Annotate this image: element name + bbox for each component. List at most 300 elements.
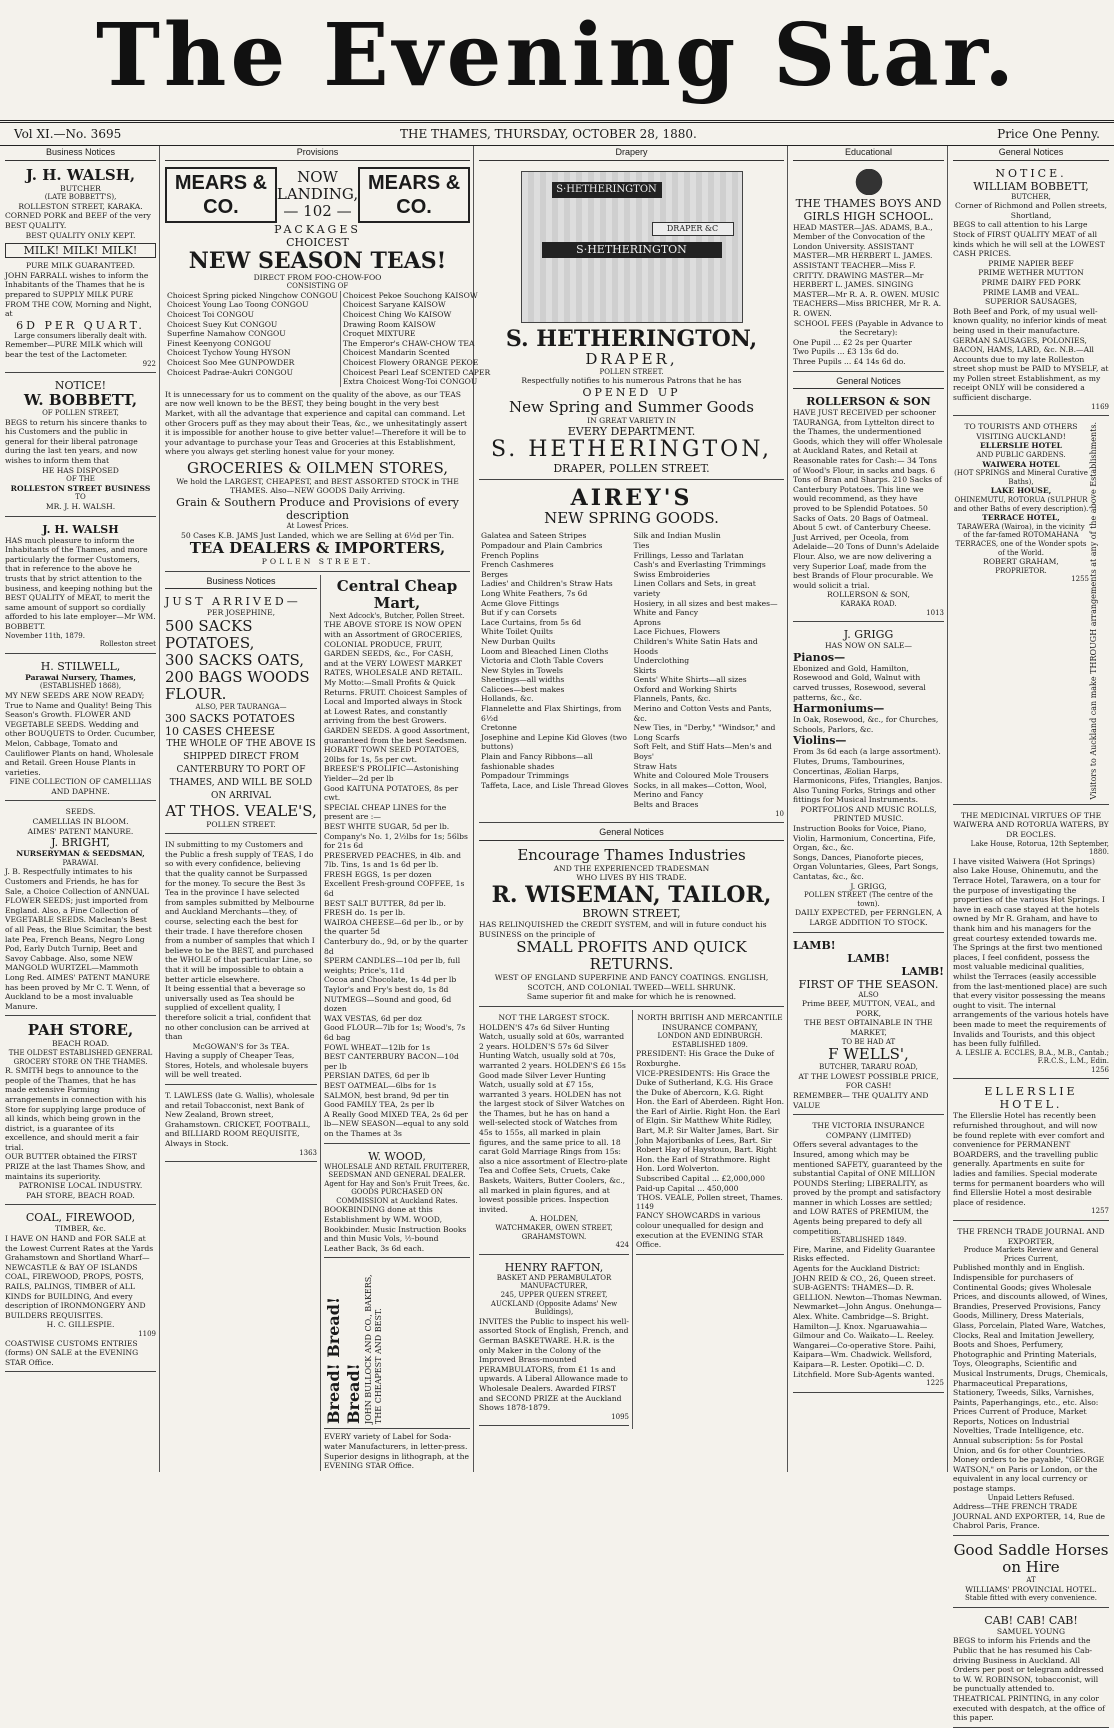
airey-goods-item: New Styles in Towels — [481, 665, 563, 675]
ad-item: 300 SACKS OATS, — [165, 651, 305, 670]
ad-ellerslie-hotel — [953, 1082, 1109, 1221]
airey-goods-item: White and Coloured Mole Trousers — [633, 771, 769, 781]
ad-title: J. H. WALSH — [42, 522, 119, 536]
section-header: General Notices — [793, 375, 944, 390]
ad-number: 1149 — [636, 1202, 654, 1211]
ad-text: BASKET AND PERAMBULATOR MANUFACTURER, — [496, 1273, 612, 1291]
ad-text: PARAWAI. — [62, 858, 99, 867]
airey-goods-item: Pompadour Trimmings — [481, 771, 569, 781]
tea-item: Choicest Suey Kut CONGOU — [167, 319, 278, 329]
ad-heading: TEA DEALERS & IMPORTERS, — [189, 539, 446, 558]
mart-price-item: SPERM CANDLES—10d per lb, full weights; Price's, 11d — [324, 956, 461, 975]
ad-text: BEST QUALITY ONLY KEPT. — [25, 230, 136, 240]
ad-title: J. H. WALSH, — [25, 165, 136, 184]
airey-goods-item: Sheetings—all widths — [481, 675, 565, 685]
mart-price-item: PRESERVED PEACHES, in 4lb. and 7lb. Tins, 1s and 1s 6d per lb. — [324, 850, 461, 870]
ad-text: BEGS to call attention to his Large Stock of FIRST QUALITY MEAT of all kinds which he will sell at the LOWEST CASH PRICES. — [953, 220, 1105, 259]
ad-text: CHOICEST — [286, 235, 349, 249]
ad-text: OUR BUTTER obtained the FIRST PRIZE at the last Thames Show, and maintains its superiority. — [5, 1152, 146, 1181]
tea-item: Choicest Toi CONGOU — [167, 309, 255, 319]
ad-heading: Harmoniums— — [793, 702, 885, 716]
ad-text: Money orders to be payable, "GEORGE WATSON," on Paris or London, or the equivalent in any local currency or postage stamps. — [953, 1455, 1105, 1494]
airey-goods-item: Socks, in all makes—Cotton, Wool, Merino and Fancy — [633, 780, 767, 800]
ad-text: HEAD MASTER—JAS. ADAMS, B.A., Member of the Convocation of the London University. ASSISTANT MASTER—MR HERBERT L. JAMES. ASSISTANT TEACHER—Miss F. CRITTY. DRAWING MASTER—Mr HERBERT L. JAMES. SINGING MASTER—Mr R. A. R. OWEN. MUSIC TEACHERS—Miss BRICHER, Mr R. A. R. OWEN. — [793, 222, 942, 318]
ad-heading: NOT THE LARGEST STOCK. — [498, 1012, 610, 1022]
ad-text: Parawai Nursery, Thames, — [25, 672, 136, 682]
ad-text: REMEMBER— THE QUALITY AND VALUE — [793, 1090, 929, 1110]
mart-price-item: FOWL WHEAT—12lb for 1s — [324, 1042, 430, 1052]
mart-price-item: BEST SALT BUTTER, 8d per lb. — [324, 898, 446, 908]
mears-logo-right: MEARS & CO. — [358, 167, 470, 223]
section-header: General Notices — [953, 146, 1109, 161]
ad-text: THOS. VEALE, Pollen street, Thames. — [637, 1193, 783, 1203]
ad-text: BROWN STREET, — [582, 906, 681, 920]
ad-text: Offers several advantages to the Insured, among which may be mentioned SAFETY, guaranteed by the substantial Capital of ONE MILLION POUNDS Sterling; LIBERALITY, as proved by the prompt and satisfactory manner in which Losses are settled; and LOW RATES of PREMIUM, the Agents being prepared to defy all competition. — [793, 1140, 943, 1236]
airey-list-right — [632, 531, 785, 809]
ad-text: JOHN BULLOCK AND CO., BAKERS, THE CHEAPEST AND BEST. — [364, 1274, 383, 1425]
ad-text: Lake House, Rotorua, 12th September, 1880. — [970, 839, 1109, 857]
airey-goods-item: Acme Glove Fittings — [481, 598, 559, 608]
ad-heading: TO TOURISTS AND OTHERS VISITING AUCKLAND! — [964, 422, 1078, 441]
airey-goods-item: But if y can Corsets — [481, 608, 557, 618]
ad-text: ROLLESTON STREET, KARAKA. — [18, 201, 143, 211]
ad-text: BUTCHER — [60, 183, 101, 193]
mart-price-item: FRESH do. 1s per lb. — [324, 908, 406, 918]
airey-goods-item: Soft Felt, and Stiff Hats—Men's and Boys' — [633, 742, 772, 762]
ad-text: THE BEST OBTAINABLE IN THE MARKET, — [804, 1018, 933, 1037]
ad-text: Songs, Dances, Pianoforte pieces, Organ Voluntaries, Glees, Part Songs, Cantatas, &c., &c. — [793, 852, 939, 882]
ad-title: W. WOOD, — [368, 1149, 426, 1163]
ad-text: THE OLDEST ESTABLISHED GENERAL GROCERY STORE ON THE THAMES. — [8, 1048, 153, 1066]
publication-date: THE THAMES, THURSDAY, OCTOBER 28, 1880. — [400, 127, 697, 141]
ad-text: BEACH ROAD. — [51, 1039, 110, 1049]
mears-logo-left: MEARS & CO. — [165, 167, 277, 223]
section-header: Educational — [793, 146, 944, 161]
ad-text: HOLDEN'S 47s 6d Silver Hunting Watch, usually sold at 60s, warranted 2 years. HOLDEN'S 57s 6d Silver Hunting Watch, usually sold at 70s, warranted 2 years. HOLDEN'S £6 15s Good made Silver Lever Hunting Watch, usually sold at £7 15s, warranted 3 years. HOLDEN has not the largest stock of Silver Watches on the Thames, but he has on hand a well-selected stock of Watches from 45s to 155s, all marked in plain figures, and the same price to all. 18 carat Gold Marriage Rings from 15s: also a nice assortment of Electro-plate Tea and Coffee Sets, Cruets, Cake Baskets, Waiters, Butter Coolers, &c., all marked in plain figures, and at lowest possible prices. Inspection invited. — [479, 1022, 628, 1214]
ad-wood — [324, 1147, 470, 1259]
ad-text: LONDON AND EDINBURGH. — [657, 1032, 763, 1041]
ad-item: PRIME LAMB and VEAL. — [982, 287, 1080, 297]
ad-text: HAS much pleasure to inform the Inhabitants of the Thames, and more particularly the former Customers, that in reference to the above he trusts that by strict attention to the business, and keeping nothing but the BEST QUALITY of MEAT, to merit the same amount of support so cordially afforded to his late employer—Mr WM. BOBBETT. — [5, 535, 156, 631]
ad-text: November 11th, 1879. — [5, 631, 85, 640]
ad-text: POLLEN STREET. — [599, 367, 664, 376]
tea-item: Choicest Tychow Young HYSON — [167, 348, 291, 358]
ad-text: HAVE JUST RECEIVED per schooner TAURANGA, from Lyttelton direct to the Thames, the undermentioned Goods, which they will offer Wholesale at Auckland Rates, and Retail at Reasonable rates for Cash:— 34 Tons of Wood's Flour, in sacks and bags. 6 Tons of Bran and Sharps. 210 Sacks of Canterbury Potatoes. This line we would recommend, as they have proved to be Splendid Potatoes. 50 Sacks of Oats. 20 Bags of Oatmeal. About 5 cwt. of Canterbury Cheese. Just Arrived, per Oceola, from Adelaide—20 Tons of Dunn's Adelaide Flour. Also, we are now delivering a very Superior Loaf, made from the best Brands of Flour procurable. We would solicit a trial. — [793, 408, 943, 590]
mart-price-item: Good FLOUR—7lb for 1s; Wood's, 7s 6d bag — [324, 1023, 466, 1042]
ad-rafton — [479, 1258, 629, 1427]
airey-goods-item: Oxford and Working Shirts — [633, 684, 737, 694]
ad-text: TO — [75, 493, 86, 502]
mart-price-item: Cocoa and Chocolate, 1s 4d per lb — [324, 975, 457, 985]
ad-text: FANCY SHOWCARDS in various colour unequalled for design and execution at the EVENING STAR Office. — [636, 1211, 764, 1250]
ad-text: ROLLESTON STREET BUSINESS — [10, 483, 151, 493]
ad-title: PAH STORE, — [27, 1021, 134, 1040]
ad-text: Address—THE FRENCH TRADE JOURNAL AND EXPORTER, 14, Rue de Chabrol Paris, France. — [953, 1502, 1105, 1531]
ad-heading: NEW SPRING GOODS. — [544, 509, 719, 528]
ad-heading: SMALL PROFITS AND QUICK RETURNS. — [516, 938, 747, 974]
mart-price-item: BEST OATMEAL—6lbs for 1s — [324, 1080, 437, 1090]
section-header: Drapery — [479, 146, 784, 161]
ad-text: BEGS to inform his Friends and the Public that he has resumed his Cab-driving Business in Auckland. All Orders per post or telegram addressed to W. W. ROBINSON, tobacconist, will be punctually attended to. — [953, 1636, 1104, 1694]
ad-text: NURSERYMAN & SEEDSMAN, — [16, 849, 145, 859]
ad-text: AT — [1026, 1576, 1036, 1584]
ad-item: 10 CASES CHEESE — [165, 724, 276, 738]
ad-text: J. GRIGG, — [850, 881, 887, 891]
ad-text: At Lowest Prices. — [286, 522, 349, 531]
ad-stilwell-nursery — [5, 657, 156, 802]
ad-text: WILLIAMS' PROVINCIAL HOTEL. — [965, 1584, 1097, 1594]
tea-item: The Emperor's CHAW-CHOW TEA — [342, 338, 475, 348]
ad-text: EVERY variety of Label for Soda-water Manufacturers, in letter-press. Superior designs in lithograph, at the EVENING STAR Office. — [324, 1432, 469, 1471]
mart-price-item: Good FAMILY TEA, 2s per lb — [324, 1100, 435, 1110]
ad-text: INVITES the Public to inspect his well-assorted Stock of English, French, and German BASKETWARE. H.R. is the only Maker in the Colony of the Improved Brass-mounted PERAMBULATORS, from £1 1s and upwards. A Liberal Allowance made to Wholesale Dealers. Awarded FIRST and SECOND PRIZE at the Auckland Shows 1878-1879. — [479, 1316, 629, 1413]
ad-text: From 3s 6d each (a large assortment). Flutes, Drums, Tambourines, Concertinas, Æolian Harps, Harmonicons, Fifes, Triangles, Banjos. Also Tuning Forks, Strings and other fittings for Musical Instruments. — [793, 747, 943, 805]
ad-title: THE THAMES BOYS AND GIRLS HIGH SCHOOL. — [795, 196, 942, 223]
ad-hetherington — [479, 164, 784, 481]
ad-rollerson — [793, 392, 944, 622]
airey-goods-item: Pompadour and Plain Cambrics — [481, 540, 603, 550]
ad-title: H. STILWELL, — [40, 659, 121, 673]
shop-sign: S·HETHERINGTON — [542, 242, 722, 258]
ad-bobbett-notice — [5, 376, 156, 517]
ad-text: CAMELLIAS IN BLOOM. — [32, 817, 129, 827]
ad-walsh-continued — [5, 520, 156, 654]
ad-title: ROLLERSON & SON — [806, 395, 931, 409]
airey-goods-item: Long White Feathers, 7s 6d — [481, 588, 588, 598]
drapery-lower — [479, 1010, 784, 1429]
ad-text: TIMBER, &c. — [55, 1224, 106, 1234]
ad-heading: MILK! MILK! MILK! — [5, 243, 156, 258]
ad-text: Agents for the Auckland District: JOHN REID & CO., 26, Queen street. — [793, 1264, 936, 1283]
ad-grigg-music — [793, 625, 944, 932]
ad-text: WHOLESALE AND RETAIL FRUITERER, SEEDSMAN AND GENERAL DEALER. Agent for Hay and Son's Fruit Trees, &c. GOODS PURCHASED ON COMMISSION at Auckland Rates. — [324, 1162, 470, 1205]
airey-goods-item: Gents' White Shirts—all sizes — [633, 675, 747, 685]
ad-text: A. HOLDEN, — [529, 1214, 579, 1224]
airey-goods-item: Hollands, &c. — [481, 694, 534, 704]
mart-price-item: HOBART TOWN SEED POTATOES, 20lbs for 1s, 5s per cwt. — [324, 745, 460, 764]
airey-goods-item: White Toilet Quilts — [481, 627, 553, 637]
mart-price-item: BREESE'S PROLIFIC—Astonishing Yielder—2d per lb — [324, 764, 459, 783]
ad-title: F WELLS', — [828, 1045, 909, 1064]
mart-price-item: WAIROA CHEESE—6d per lb., or by the quarter 5d — [324, 917, 464, 937]
mart-price-item: NUTMEGS—Sound and good, 6d dozen — [324, 994, 452, 1014]
tea-item: Superfine Namahow CONGOU — [167, 329, 286, 339]
airey-goods-item: Taffeta, Lace, and Lisle Thread Gloves — [481, 780, 629, 790]
ad-airey — [479, 483, 784, 823]
tea-item: Drawing Room KAISOW — [342, 319, 436, 329]
mart-price-item: FRESH EGGS, 1s per dozen — [324, 869, 432, 879]
mart-price-item: Good KAITUNA POTATOES, 8s per cwt. — [324, 783, 459, 803]
ad-text: I HAVE ON HAND and FOR SALE at the Lowest Current Rates at the Yards Grahamstown and Shortland Wharf— NEWCASTLE & BAY OF ISLANDS COAL, FIREWOOD, PROPS, POSTS, RAILS, PALINGS, TIMBER of ALL KINDS for BUILDING, And every description of IRONMONGERY AND BUILDERS REQUISITES. — [5, 1234, 154, 1320]
ad-number: 10 — [775, 809, 784, 818]
ad-heading: AT THOS. VEALE'S, — [165, 801, 317, 820]
ad-title: Central Cheap Mart, — [336, 576, 458, 612]
ad-text: McGOWAN'S for 3s TEA. — [192, 1041, 290, 1051]
ad-text: JOHN FARRALL wishes to inform the Inhabitants of the Thames that he is prepared to SUPPLY MILK PURE FROM THE COW, Morning and Night, at — [5, 270, 152, 319]
airey-goods-item: Belts and Braces — [633, 800, 699, 809]
ad-walsh-butcher — [5, 164, 156, 374]
ad-text: IN GREAT VARIETY IN — [587, 415, 676, 425]
mart-price-item: A Really Good MIXED TEA, 2s 6d per lb—NEW SEASON—equal to any sold on the Thames at 3s — [324, 1109, 469, 1138]
ad-heading: Good Saddle Horses — [953, 1541, 1109, 1559]
ad-text: ALSO, PER TAURANGA— — [195, 703, 287, 712]
ad-text: 50 Cases K.B. JAMS Just Landed, which we are Selling at 6½d per Tin. — [181, 530, 454, 540]
airey-goods-item: New Ties, in "Derby," "Windsor," and Long Scarfs — [633, 723, 776, 742]
column-general-notices — [950, 146, 1112, 1723]
ad-text: TO BE HAD AT — [841, 1037, 896, 1046]
ad-text: AIMES' PATENT MANURE. — [27, 826, 134, 836]
ad-number: 1255 — [1071, 575, 1089, 584]
ad-text: SCHOOL FEES (Payable in Advance to the Secretary): — [793, 318, 944, 338]
ad-text: Three Pupils ... £4 14s 6d do. — [793, 356, 906, 366]
ad-title: COAL, FIREWOOD, — [25, 1211, 136, 1225]
ad-text: DIRECT FROM FOO-CHOW-FOO — [253, 272, 382, 282]
ad-text: COASTWISE CUSTOMS ENTRIES (forms) ON SALE at the EVENING STAR Office. — [5, 1338, 139, 1367]
ad-saddle-horses — [953, 1539, 1109, 1608]
mart-price-list — [324, 745, 470, 1138]
airey-goods-item: Calicoes—best makes — [481, 684, 565, 694]
ad-text: BUTCHER, — [1011, 192, 1051, 201]
airey-goods-item: Swiss Embroideries — [633, 569, 710, 579]
ad-item: PRIME WETHER MUTTON — [978, 268, 1084, 278]
column-provisions — [162, 146, 491, 1472]
ad-text: PURE MILK GUARANTEED. — [26, 261, 135, 271]
mears-banner — [165, 167, 470, 223]
airey-goods-item: Victoria and Cloth Table Covers — [481, 656, 604, 666]
column-drapery — [476, 146, 788, 1472]
airey-goods-item: Ladies' and Children's Straw Hats — [481, 579, 613, 589]
ad-text: Subscribed Capital ... £2,000,000 — [636, 1174, 765, 1184]
ad-number: 424 — [615, 1241, 629, 1250]
ad-text: BOOKBINDING done at this Establishment by WM. WOOD, Bookbinder. Music Instruction Books and thin Music Vols, ½-bound Leather Back, 3s 6d each. — [324, 1205, 467, 1253]
ad-number: 1169 — [1091, 402, 1109, 411]
ad-heading: NEW SEASON TEAS! — [188, 247, 447, 274]
ad-text: 245, UPPER QUEEN STREET, AUCKLAND (Opposite Adams' New Buildings), — [490, 1290, 618, 1317]
ad-heading: THE FRENCH TRADE JOURNAL AND EXPORTER, — [957, 1227, 1105, 1246]
ad-heading: LAMB! — [847, 951, 890, 965]
ad-title: S. HETHERINGTON, — [490, 437, 773, 463]
ad-william-bobbett — [953, 164, 1109, 417]
ad-title: R. WISEMAN, TAILOR, — [491, 881, 772, 908]
ad-number: 1363 — [299, 1148, 317, 1157]
airey-goods-item: Children's White Satin Hats and Hoods — [633, 636, 758, 656]
ad-text: One Pupil ... £2 2s per Quarter — [793, 337, 912, 347]
ad-text: DRAPER, — [585, 349, 678, 368]
ad-text: NOW LANDING, — [276, 168, 359, 204]
ad-text: Instruction Books for Voice, Piano, Violin, Harmonium, Concertina, Fife, Organ, &c., &c. — [793, 824, 936, 853]
mart-price-item: SPECIAL CHEAP LINES for the present are :— — [324, 802, 447, 822]
ad-text: CORNED PORK and BEEF of the very BEST QUALITY. — [5, 211, 151, 230]
newspaper-title: The Evening Star. — [95, 5, 1019, 106]
section-header: Provisions — [165, 146, 470, 161]
volume-number: Vol XI.—No. 3695 — [14, 127, 122, 141]
ad-text: Paid-up Capital ... 450,000 — [636, 1183, 739, 1193]
ad-text: HAS RELINQUISHED the CREDIT SYSTEM, and will in future conduct his BUSINESS on the principle of — [479, 919, 767, 939]
airey-goods-item: French Poplins — [481, 550, 539, 560]
ad-text: Published monthly and in English. Indispensible for purchasers of Continental Goods; gives Wholesale Prices, and discounts allowed, of Wines, Brandies, Preserved Provisions, Fancy Goods, Millinery, Dress Materials, Glass, Porcelain, Plated Ware, Watches, Clocks, Real and Imitation Jewellery, Boots and Shoes, Perfumery, Photographic and Printing Materials, Toys, Oleographs, Scientific and Musical Instruments, Drugs, Chemicals, Pharmaceutical Preparations, Stationery, Tweeds, Silks, Varnishes, Paints, Paperhangings, etc., etc. Also: Prices Current of Produce, Market Reports, Notices on Industrial Novelties, Trade Intelligence, etc. — [953, 1263, 1108, 1436]
ad-text: Having a supply of Cheaper Teas, Stores, Hotels, and wholesale buyers will be well treated. — [165, 1051, 308, 1080]
ad-text: PATRONISE LOCAL INDUSTRY. — [18, 1181, 143, 1191]
ad-heading: JUST ARRIVED— — [165, 595, 301, 609]
ad-text: I have visited Waiwera (Hot Springs) also Lake House, Ohinemutu, and the Terrace Hotel, Tarawera, on a tour for the purpose of investigating the properties of the various Hot Springs. I have in each case stayed at the hotels owned by Mr R. Graham, and have to thank him and his managers for the great courtesy extended towards me. The Springs at the first two mentioned places, I feel confident, possess the most valuable medicinal qualities, whilst the Terraces (easily accessible from the last-mentioned place) are such that every visitor possessing the means ought to visit. The internal arrangements of the various hotels have been made to meet the requirements of Invalids and Tourists, and this object has been fully fulfilled. — [953, 856, 1109, 1049]
dateline — [0, 120, 1114, 146]
ad-text: A. LESLIE A. ECCLES, B.A., M.B., Cantab.; F.R.C.S., L.M., Edin. — [955, 1048, 1109, 1066]
ad-text: Prime BEEF, MUTTON, VEAL, and PORK, — [801, 999, 936, 1018]
ad-text: POLLEN STREET. — [206, 819, 276, 829]
ad-text: Respectfully notifies to his numerous Patrons that he has — [521, 376, 742, 386]
ad-number: 1256 — [1091, 1065, 1109, 1074]
airey-goods-item: Flannelette and Flax Shirtings, from 6½d — [481, 704, 622, 723]
ad-text: PAH STORE, BEACH ROAD. — [26, 1190, 135, 1200]
ad-heading: SEEDS. — [65, 807, 96, 817]
ad-title: W. BOBBETT, — [23, 391, 138, 410]
ad-text: Ebonized and Gold, Hamilton, Rosewood and Gold, Walnut with carved trusses, Rosewood, several patterns, &c., &c. — [793, 663, 926, 702]
tea-item: Choicest Saryane KAISOW — [342, 300, 446, 310]
ad-central-cheap-mart — [324, 575, 470, 1144]
ad-text: PER JOSEPHINE, — [206, 608, 276, 618]
ad-heading: Pianos— — [793, 650, 846, 664]
ad-text: MR. J. H. WALSH. — [45, 502, 116, 512]
ad-text: OHINEMUTU, ROTORUA (SULPHUR and other Baths of every description). — [953, 496, 1089, 513]
ad-text: FINE COLLECTION OF CAMELLIAS AND DAPHNE. — [9, 777, 152, 796]
mart-price-item: BEST CANTERBURY BACON—10d per lb — [324, 1052, 459, 1071]
ad-text: Unpaid Letters Refused. — [987, 1493, 1075, 1502]
ad-text: ROLLERSON & SON, — [827, 590, 910, 600]
ad-item: 500 SACKS POTATOES, — [165, 617, 255, 653]
tea-item: Choicest Young Lao Toong CONGOU — [167, 300, 309, 310]
ad-text: AND THE EXPERIENCED TRADESMAN — [553, 863, 710, 873]
ad-text: BEGS to return his sincere thanks to his Customers and the public in general for their liberal patronage during the last ten years, and now wishes to inform them that — [5, 417, 147, 466]
ad-heading: Encourage Thames Industries — [517, 845, 746, 864]
ad-text: PRESIDENT: His Grace the Duke of Roxburghe. — [636, 1049, 775, 1068]
ad-text: THEATRICAL PRINTING, in any color executed with despatch, at the office of this paper. — [953, 1693, 1105, 1723]
tea-item: Choicest Padrae-Aukri CONGOU — [167, 367, 294, 377]
ad-item: PRIME DAIRY FED PORK — [981, 277, 1081, 287]
shop-sign: DRAPER &C — [652, 222, 734, 236]
airey-goods-item: Frillings, Lesso and Tarlatan — [633, 550, 744, 560]
ad-item: 200 BAGS WOODS FLOUR. — [165, 668, 310, 704]
ad-heading: GROCERIES & OILMEN STORES, — [186, 458, 449, 477]
ad-text: THE WHOLE OF THE ABOVE IS SHIPPED DIRECT FROM CANTERBURY TO PORT OF THAMES, AND WILL BE SOLD ON ARRIVAL — [166, 738, 316, 801]
crest-icon — [839, 169, 899, 195]
ad-wiseman-tailor — [479, 844, 784, 1007]
ad-text: (ESTABLISHED 1868), — [39, 682, 122, 691]
airey-goods-item: Lace Curtains, from 5s 6d — [481, 617, 582, 627]
ad-text: AND PUBLIC GARDENS. — [976, 451, 1066, 460]
ad-text: SUPERIOR SAUSAGES, — [984, 297, 1078, 307]
ad-heading: NOTICE. — [995, 166, 1067, 180]
airey-goods-item: Straw Hats — [633, 761, 677, 771]
masthead — [0, 0, 1114, 112]
ad-text: H. C. GILLESPIE. — [46, 1320, 115, 1330]
ad-text: CONSISTING OF — [286, 282, 349, 291]
airey-goods-item: Plain and Fancy Ribbons—all fashionable shades — [481, 752, 593, 771]
ad-text: Next Adcock's, Butcher, Pollen Street. — [329, 611, 465, 620]
ad-number: 1109 — [138, 1329, 156, 1338]
tea-item: Choicest Spring picked Ningchow CONGOU — [167, 290, 338, 300]
tea-item: Finest Keenyong CONGOU — [167, 338, 272, 348]
tea-item: Choicest Pekoe Souchong KAISOW — [342, 290, 478, 300]
ad-high-school — [793, 164, 944, 372]
airey-goods-item: Linen Collars and Sets, in great variety — [633, 579, 756, 598]
ad-text: — 102 — — [283, 202, 352, 221]
tea-item: Choicest Ching Wo KAISOW — [342, 309, 452, 319]
ad-text: J. B. Respectfully intimates to his Customers and Friends, he has for Sale, a Choice Collection of ANNUAL FLOWER SEEDS; just imported from England. Also, a Fine Collection of VEGETABLE SEEDS. Maclean's Best of all Peas, the Blue Scimitar, the best late Pea, French Beans, Negro Long Pod, Early Dutch Turnip, Beet and Savoy Cabbage. Also, some NEW MANGOLD WURTZEL—Mammoth Long Red. AIMES' PATENT MANURE has been proved by Mr C. T. Wenn, of Auckland to be a most invaluable Manure. — [5, 867, 152, 1011]
tea-item: Extra Choicest Wong-Toi CONGOU — [342, 377, 478, 387]
ad-text: In Oak, Rosewood, &c., for Churches, Schools, Parlors, &c. — [793, 715, 939, 734]
airey-goods-item: Cash's and Everlasting Trimmings — [633, 560, 766, 570]
ad-heading: THE MEDICINAL VIRTUES OF THE WAIWERA AND ROTORUA WATERS, BY DR EOCLES. — [953, 810, 1109, 840]
ad-heading: Bread! Bread! Bread! — [324, 1297, 363, 1425]
ad-title: J. GRIGG — [843, 628, 894, 642]
ad-heading: LAMB! — [901, 964, 944, 978]
ad-text: OF THE — [66, 475, 95, 484]
ad-heading: LAMB! — [793, 938, 836, 952]
ad-text: VICE-PRESIDENTS: His Grace the Duke of Sutherland, K.G. His Grace the Duke of Abercorn, K.G. Right Hon. the Earl of Aberdeen. Right Hon. the Earl of Airlie. Right Hon. the Earl of Elgin. Sir Matthew White Ridley, Bart, M.P. Sir Walter James, Bart. Sir John Majoribanks of Lees, Bart. Sir Robert Hay of Haystoun, Bart. Right Hon. the Earl of Strathmore. Right Hon. Lord Wolverton. — [636, 1068, 785, 1174]
ad-heading: THE VICTORIA INSURANCE COMPANY (LIMITED) — [812, 1121, 925, 1140]
ad-number: 922 — [142, 359, 156, 368]
airey-goods-item: Galatea and Sateen Stripes — [481, 531, 587, 541]
ad-title: AIREY'S — [570, 485, 693, 512]
ad-text: (HOT SPRINGS and Mineral Curative Baths), — [954, 469, 1088, 486]
ad-veale — [165, 592, 317, 834]
airey-goods-item: Cretonne — [481, 723, 517, 733]
ad-text: 6D PER QUART. — [16, 318, 145, 332]
ad-text: (LATE BOBBETT'S), — [44, 193, 117, 202]
ad-text: Annual subscription: 5s for Postal Union, and 6s for other Countries. — [953, 1436, 1086, 1455]
ad-text: Corner of Richmond and Pollen streets, Shortland, — [954, 201, 1108, 220]
airey-goods-item: Merino and Cotton Vests and Pants, &c. — [633, 704, 772, 723]
ad-text: It being essential that a beverage so universally used as Tea should be supplied of excellent quality, I therefore solicit a trial, confident that no other conclusion can be arrived at than — [165, 984, 311, 1042]
ad-text: ROBERT GRAHAM, — [983, 557, 1059, 567]
ad-text: POLLEN STREET. — [261, 557, 374, 567]
ad-text: TERRACE HOTEL, — [982, 513, 1060, 523]
ad-text: AT THE LOWEST POSSIBLE PRICE, FOR CASH! — [798, 1071, 939, 1091]
ad-text: Produce Markets Review and General Prices Current, — [963, 1246, 1099, 1263]
ad-bullock-bakers — [324, 1261, 470, 1429]
ad-text: ALSO — [858, 990, 879, 999]
ad-text: BUTCHER, TARARU ROAD, — [819, 1063, 918, 1072]
ad-french-trade-journal — [953, 1224, 1109, 1536]
ad-text: PACKAGES — [274, 222, 361, 236]
ad-text: PROPRIETOR. — [995, 566, 1047, 575]
mart-price-item: WAX VESTAS, 6d per doz — [324, 1013, 422, 1023]
provisions-lower — [165, 575, 470, 1471]
ad-text: OPENED UP — [582, 385, 681, 399]
ad-text: PORTFOLIOS AND MUSIC ROLLS, PRINTED MUSIC. — [800, 804, 937, 824]
airey-goods-item: New Durban Quilts — [481, 636, 556, 646]
airey-list-left — [479, 531, 632, 809]
ad-text: SUB-AGENTS: THAMES—D. R. GELLION. Newton—Thomas Newman. Newmarket—John Angus. Onehunga—Alex. White. Cambridge—S. Bright. Hamilton—J. Knox. Ngaruawahia—Gilmour and Co. Waikato—L. Reeley. Wangarei—Co-operative Store. Paihi, Kaipara—Wm. Chadwick. Wellsford, Kaipara—R. Lester. Opotiki—C. D. Litchfield. More Sub-Agents wanted. — [793, 1283, 942, 1379]
section-header: General Notices — [479, 826, 784, 841]
ad-side-text: Visitors to Auckland can make THROUGH arrangements at any of the above Establishments. — [1089, 422, 1098, 800]
ad-holden-watches — [479, 1010, 629, 1255]
section-header: Business Notices — [5, 146, 156, 161]
ad-lawless — [165, 1088, 317, 1162]
ad-text: WAIWERA HOTEL — [982, 459, 1060, 469]
mart-price-item: Canterbury do., 9d, or by the quarter 8d — [324, 937, 468, 956]
mart-price-item: BEST WHITE SUGAR, 5d per lb. — [324, 821, 450, 831]
ad-text: WHO LIVES BY HIS TRADE. — [576, 873, 687, 883]
ad-number: 1095 — [611, 1412, 629, 1421]
ad-victoria-insurance — [793, 1118, 944, 1393]
ad-text: We hold the LARGEST, CHEAPEST, and BEST ASSORTED STOCK in THE THAMES. Also—NEW GOODS Daily Arriving. — [176, 476, 459, 496]
ad-text: MY NEW SEEDS ARE NOW READY; True to Name and Quality! Being This Season's Growth. FLOWER AND VEGETABLE SEEDS. Wedding and other BOUQUETS to Order. Cucumber, Melon, Cabbage, Tomato and Cauliflower Plants on hand, Wholesale and Retail. Green House Plants in varieties. — [5, 690, 156, 777]
ad-text: Grain & Southern Produce and Provisions of every description — [176, 496, 459, 523]
tea-item: Croquet MIXTURE — [342, 329, 416, 339]
ad-heading: CAB! CAB! CAB! — [984, 1613, 1078, 1627]
mart-price-item: Company's No. 1, 2½lbs for 1s; 56lbs for 21s 6d — [324, 831, 468, 851]
